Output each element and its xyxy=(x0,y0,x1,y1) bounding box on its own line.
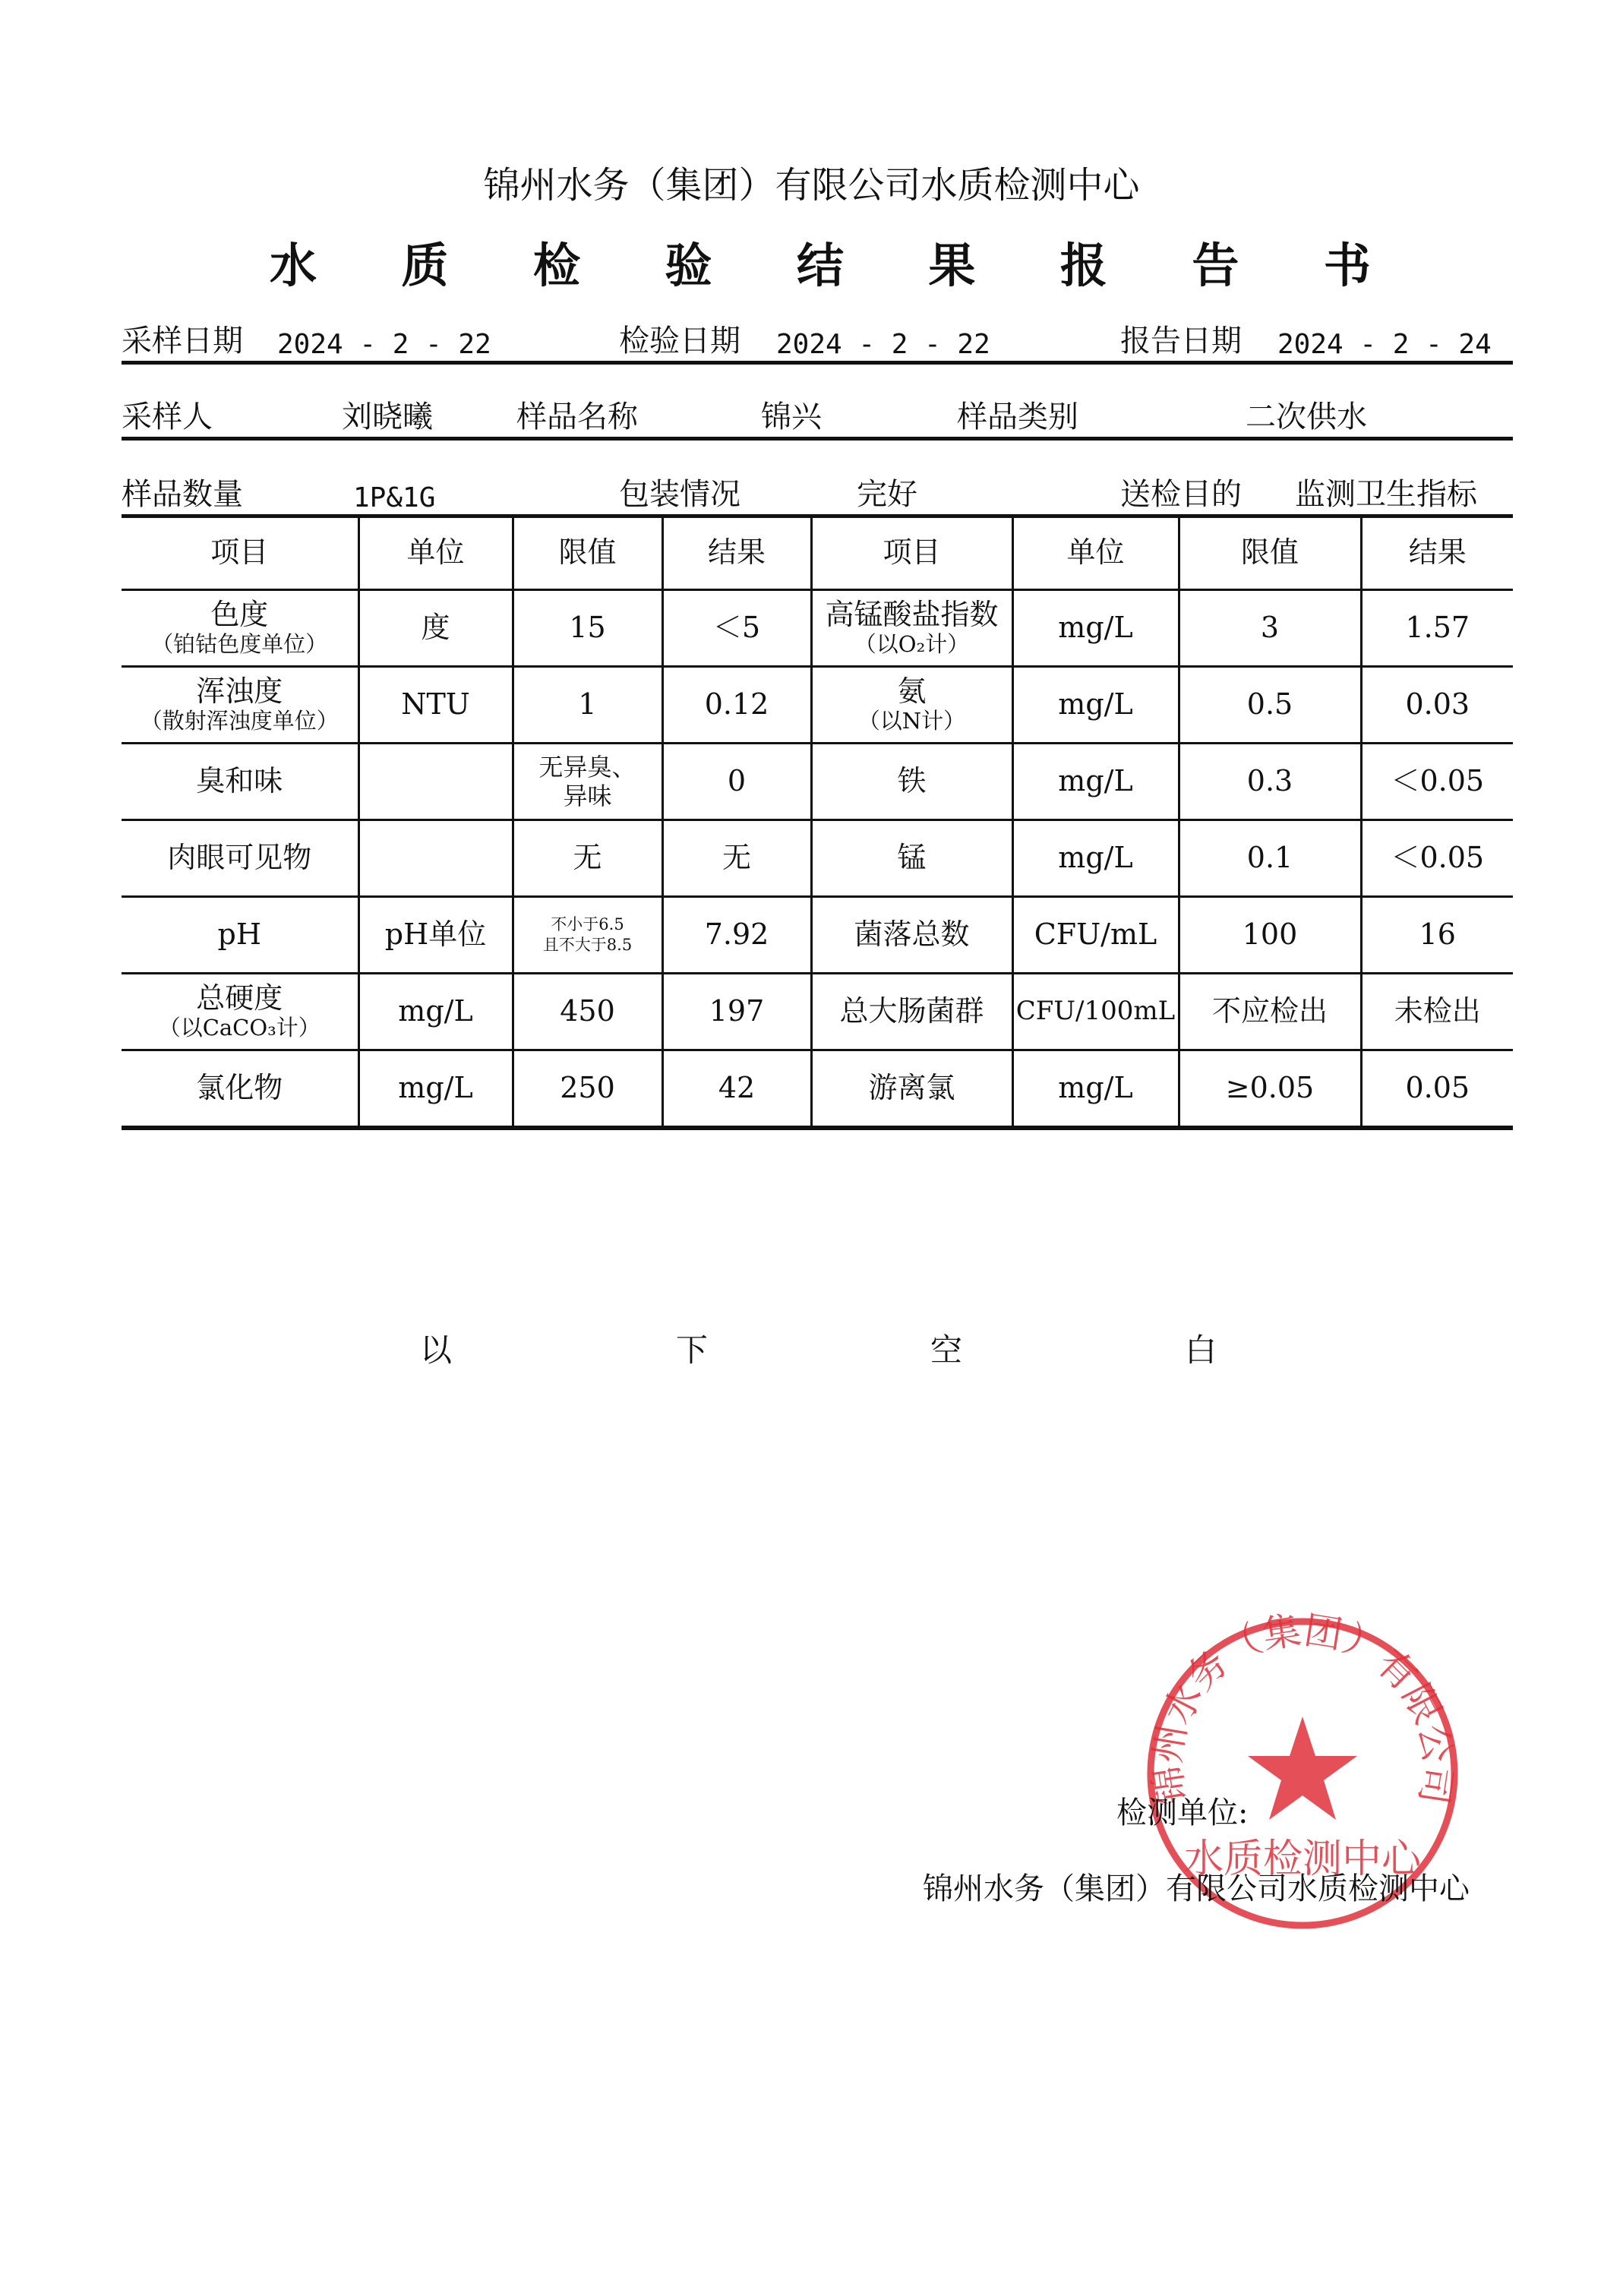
result-cell: 197 xyxy=(662,974,811,1050)
limit-line: 异味 xyxy=(563,782,612,810)
result-cell: 42 xyxy=(662,1050,811,1129)
test-date-label: 检验日期 xyxy=(619,324,740,358)
table-row xyxy=(122,590,1513,667)
limit-cell: 15 xyxy=(513,590,662,667)
org-title: 锦州水务（集团）有限公司水质检测中心 xyxy=(483,164,1140,207)
item-subtitle: （散射浑浊度单位） xyxy=(140,708,339,734)
result-cell: 0.12 xyxy=(662,667,811,744)
report-title-char: 结 xyxy=(796,238,844,293)
item-cell: 菌落总数 xyxy=(811,897,1012,974)
unit-cell: mg/L xyxy=(358,1050,513,1129)
table-row xyxy=(122,667,1513,744)
report-title-char: 验 xyxy=(665,238,712,293)
limit-cell: 250 xyxy=(513,1050,662,1129)
report-title-char: 书 xyxy=(1323,238,1371,293)
test-date: 2024 - 2 - 22 xyxy=(776,329,990,360)
limit-line: 不小于6.5 xyxy=(551,914,624,933)
result-cell: 0.05 xyxy=(1361,1050,1513,1129)
sampling-date: 2024 - 2 - 22 xyxy=(277,329,491,360)
item-subtitle: （以CaCO₃计） xyxy=(158,1015,320,1041)
limit-cell: 1 xyxy=(513,667,662,744)
limit-cell: 450 xyxy=(513,974,662,1050)
column-header: 限值 xyxy=(513,516,662,590)
result-cell: ＜5 xyxy=(662,590,811,667)
table-row xyxy=(122,1050,1513,1129)
unit-cell: 度 xyxy=(358,590,513,667)
item-cell xyxy=(811,667,1012,744)
sample-type: 二次供水 xyxy=(1246,400,1367,434)
limit-cell: 不应检出 xyxy=(1179,974,1361,1050)
unit-cell: NTU xyxy=(358,667,513,744)
report-title-char: 质 xyxy=(401,238,449,293)
table-row xyxy=(122,897,1513,974)
column-header: 结果 xyxy=(1361,516,1513,590)
unit-cell: mg/L xyxy=(1012,820,1179,897)
testing-unit-name: 锦州水务（集团）有限公司水质检测中心 xyxy=(923,1871,1470,1906)
sample-name-label: 样品名称 xyxy=(516,400,638,434)
table-header-row xyxy=(122,516,1513,590)
packaging: 完好 xyxy=(857,477,917,512)
result-cell: 7.92 xyxy=(662,897,811,974)
unit-cell: CFU/100mL xyxy=(1012,974,1179,1050)
blank-note-char: 白 xyxy=(1185,1331,1217,1369)
result-cell: 0 xyxy=(662,744,811,820)
sample-type-label: 样品类别 xyxy=(957,400,1078,434)
column-header: 结果 xyxy=(662,516,811,590)
item-name: 氨 xyxy=(897,674,927,709)
item-name: 总硬度 xyxy=(196,981,283,1015)
column-header: 项目 xyxy=(811,516,1012,590)
divider xyxy=(122,361,1513,365)
sampler-label: 采样人 xyxy=(122,400,213,434)
blank-note-char: 下 xyxy=(676,1331,709,1369)
packaging-label: 包装情况 xyxy=(619,477,740,512)
unit-cell: mg/L xyxy=(1012,667,1179,744)
blank-note-char: 空 xyxy=(930,1331,963,1369)
info-row-sampler xyxy=(122,393,1513,441)
item-subtitle: （以N计） xyxy=(857,708,966,734)
unit-cell: pH单位 xyxy=(358,897,513,974)
unit-cell: mg/L xyxy=(1012,744,1179,820)
limit-line: 无异臭、 xyxy=(538,752,636,782)
item-cell: 锰 xyxy=(811,820,1012,897)
column-header: 项目 xyxy=(210,535,269,569)
item-cell: pH xyxy=(122,897,358,974)
report-title-char: 果 xyxy=(928,238,976,293)
sample-name: 锦兴 xyxy=(761,400,822,434)
report-title xyxy=(270,228,1371,295)
limit-cell: 0.3 xyxy=(1179,744,1361,820)
item-cell: 氯化物 xyxy=(122,1050,358,1129)
table-row xyxy=(122,744,1513,820)
result-cell: ＜0.05 xyxy=(1361,820,1513,897)
table-row xyxy=(122,974,1513,1050)
column-header: 限值 xyxy=(1179,516,1361,590)
item-cell: 臭和味 xyxy=(122,744,358,820)
report-title-char: 报 xyxy=(1059,238,1107,293)
report-title-char: 水 xyxy=(270,238,317,293)
item-cell: 游离氯 xyxy=(811,1050,1012,1129)
blank-note xyxy=(0,1325,1623,1371)
result-cell: 16 xyxy=(1361,897,1513,974)
item-cell: 总大肠菌群 xyxy=(811,974,1012,1050)
item-cell xyxy=(122,974,358,1050)
limit-cell: 100 xyxy=(1179,897,1361,974)
limit-cell xyxy=(513,897,662,974)
column-header: 单位 xyxy=(1012,516,1179,590)
unit-cell: mg/L xyxy=(1012,1050,1179,1129)
sample-qty-label: 样品数量 xyxy=(122,477,243,512)
item-cell xyxy=(811,590,1012,667)
info-row-dates xyxy=(122,317,1513,365)
report-date: 2024 - 2 - 24 xyxy=(1277,329,1492,360)
result-cell: 1.57 xyxy=(1361,590,1513,667)
limit-cell: 0.1 xyxy=(1179,820,1361,897)
report-date-label: 报告日期 xyxy=(1120,324,1242,358)
purpose: 监测卫生指标 xyxy=(1295,477,1477,512)
result-cell: 未检出 xyxy=(1361,974,1513,1050)
sampler: 刘晓曦 xyxy=(342,400,433,434)
column-header: 单位 xyxy=(358,516,513,590)
star-icon xyxy=(1248,1716,1357,1820)
seal-bottom-text: 水质检测中心 xyxy=(1183,1836,1422,1882)
result-cell: ＜0.05 xyxy=(1361,744,1513,820)
unit-cell: mg/L xyxy=(358,974,513,1050)
item-cell xyxy=(122,590,358,667)
purpose-label: 送检目的 xyxy=(1120,477,1242,512)
unit-cell xyxy=(358,744,513,820)
blank-note-char: 以 xyxy=(420,1331,453,1369)
item-name: 高锰酸盐指数 xyxy=(825,598,999,632)
item-subtitle: （以O₂计） xyxy=(854,631,970,658)
item-name: 色度 xyxy=(210,598,269,632)
seal-top-text: 锦州水务（集团）有限公司 xyxy=(1145,1610,1460,1808)
info-row-quantity xyxy=(122,471,1513,518)
limit-cell: 3 xyxy=(1179,590,1361,667)
report-title-char: 告 xyxy=(1192,238,1239,293)
sample-qty: 1P&1G xyxy=(353,482,436,513)
item-cell xyxy=(122,667,358,744)
limit-line: 且不大于8.5 xyxy=(542,936,633,954)
testing-unit-label: 检测单位: xyxy=(1116,1795,1249,1830)
result-cell: 0.03 xyxy=(1361,667,1513,744)
item-cell: 铁 xyxy=(811,744,1012,820)
limit-cell: ≥0.05 xyxy=(1179,1050,1361,1129)
table-row xyxy=(122,820,1513,897)
item-name: 浑浊度 xyxy=(196,674,283,709)
sampling-date-label: 采样日期 xyxy=(122,324,243,358)
result-cell: 无 xyxy=(662,820,811,897)
unit-cell xyxy=(358,820,513,897)
divider xyxy=(122,437,1513,441)
item-cell: 肉眼可见物 xyxy=(122,820,358,897)
report-title-char: 检 xyxy=(532,238,580,293)
results-table xyxy=(122,516,1513,1130)
limit-cell: 无 xyxy=(513,820,662,897)
limit-cell xyxy=(513,744,662,820)
unit-cell: mg/L xyxy=(1012,590,1179,667)
item-subtitle: （铂钴色度单位） xyxy=(151,631,328,658)
limit-cell: 0.5 xyxy=(1179,667,1361,744)
unit-cell: CFU/mL xyxy=(1012,897,1179,974)
